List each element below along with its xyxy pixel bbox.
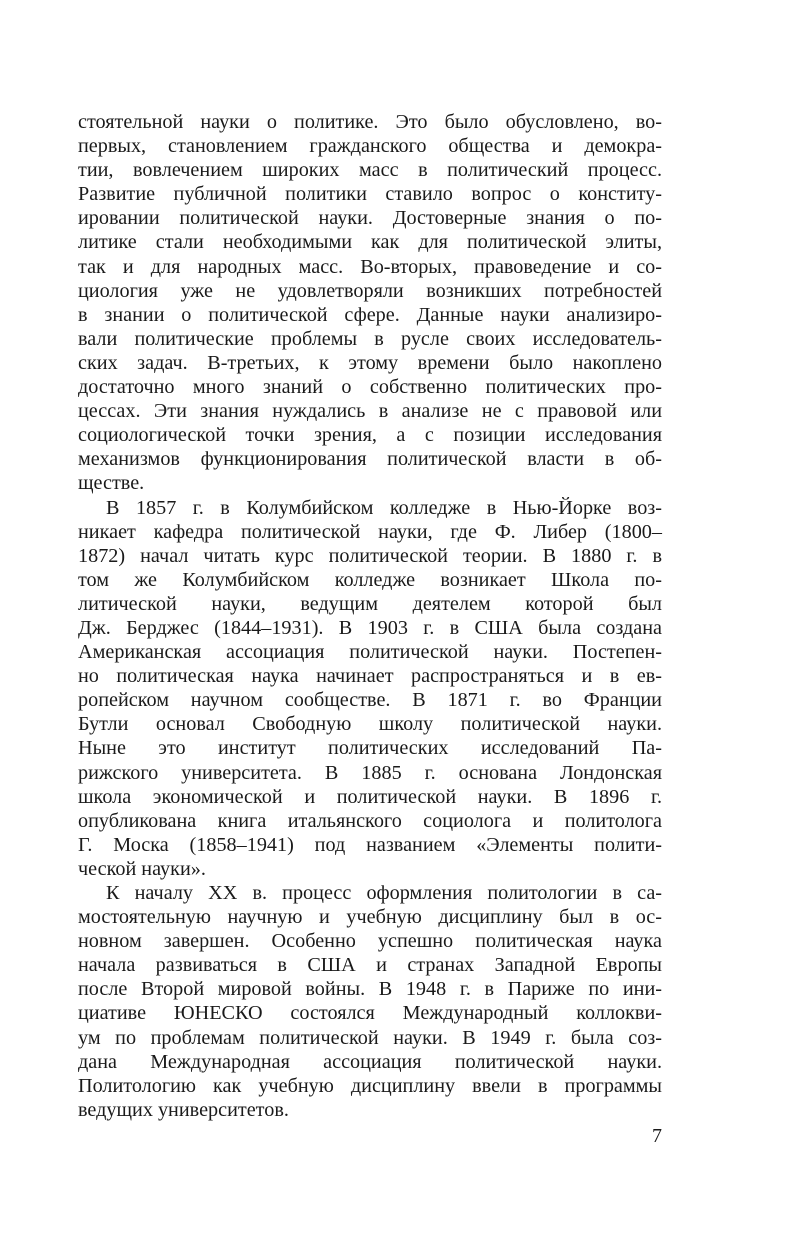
text-line: цессах. Эти знания нуждались в анализе не с правовой или [78,400,662,423]
text-line: механизмов функционирования политической власти в об- [78,448,662,471]
text-line: К началу XX в. процесс оформления политологии в са- [106,882,662,904]
text-line: в знании о политической сфере. Данные науки анализиро- [78,303,662,326]
text-line: ум по проблемам политической науки. В 1949 г. была соз- [78,1026,662,1049]
text-line: мостоятельную научную и учебную дисциплину был в ос- [78,906,662,929]
text-line: Ныне это институт политических исследований Па- [78,737,662,760]
text-line: стоятельной науки о политике. Это было обусловлено, во- [78,111,662,133]
text-line: том же Колумбийском колледже возникает Школа по- [78,568,662,591]
page-number: 7 [652,1125,662,1147]
text-line: ществе. [78,472,145,495]
text-line: социологической точки зрения, а с позиции исследования [78,424,662,447]
text-line: Г. Моска (1858–1941) под названием «Элементы полити- [78,833,662,856]
text-line: Американская ассоциация политической науки. Постепен- [78,641,662,664]
text-line: никает кафедра политической науки, где Ф. Либер (1800– [78,520,662,543]
text-line: тии, вовлечением широких масс в политический процесс. [78,159,662,182]
text-line: циология уже не удовлетворяли возникших потребностей [78,279,662,302]
text-line: вали политические проблемы в русле своих исследователь- [78,327,662,350]
text-line: школа экономической и политической науки. В 1896 г. [78,785,662,808]
text-line: после Второй мировой войны. В 1948 г. в Париже по ини- [78,978,662,1001]
text-line: опубликована книга итальянского социолога и политолога [78,809,662,832]
text-line: Политологию как учебную дисциплину ввели в программы [78,1074,662,1097]
paragraph-3 [78,881,662,1122]
text-line: дана Международная ассоциация политической науки. [78,1050,662,1073]
paragraph-1 [78,110,662,496]
body-text [78,110,662,1122]
text-line: ировании политической науки. Достоверные знания о по- [78,207,662,230]
text-line: новном завершен. Особенно успешно политическая наука [78,930,662,953]
text-line: 1872) начал читать курс политической теории. В 1880 г. в [78,544,662,567]
text-line: В 1857 г. в Колумбийском колледже в Нью-Йорке воз- [106,496,662,519]
text-line: ческой науки». [78,857,206,880]
text-line: ведущих университетов. [78,1098,289,1121]
text-line: ропейском научном сообществе. В 1871 г. во Франции [78,689,662,712]
text-line: начала развиваться в США и странах Западной Европы [78,954,662,977]
text-line: так и для народных масс. Во-вторых, правоведение и со- [78,255,662,278]
text-line: но политическая наука начинает распространяться и в ев- [78,665,662,688]
text-line: Дж. Берджес (1844–1931). В 1903 г. в США была создана [78,616,662,639]
text-line: рижского университета. В 1885 г. основана Лондонская [78,761,662,784]
paragraph-2 [78,496,662,882]
text-line: достаточно много знаний о собственно политических про- [78,376,662,399]
text-line: литической науки, ведущим деятелем которой был [78,592,662,615]
text-line: Развитие публичной политики ставило вопрос о конститу- [78,183,662,206]
text-line: первых, становлением гражданского общества и демокра- [78,135,662,158]
text-line: циативе ЮНЕСКО состоялся Международный коллокви- [78,1002,662,1025]
text-line: ских задач. В-третьих, к этому времени было накоплено [78,351,662,374]
text-line: Бутли основал Свободную школу политической науки. [78,713,662,736]
text-line: литике стали необходимыми как для политической элиты, [78,231,662,254]
